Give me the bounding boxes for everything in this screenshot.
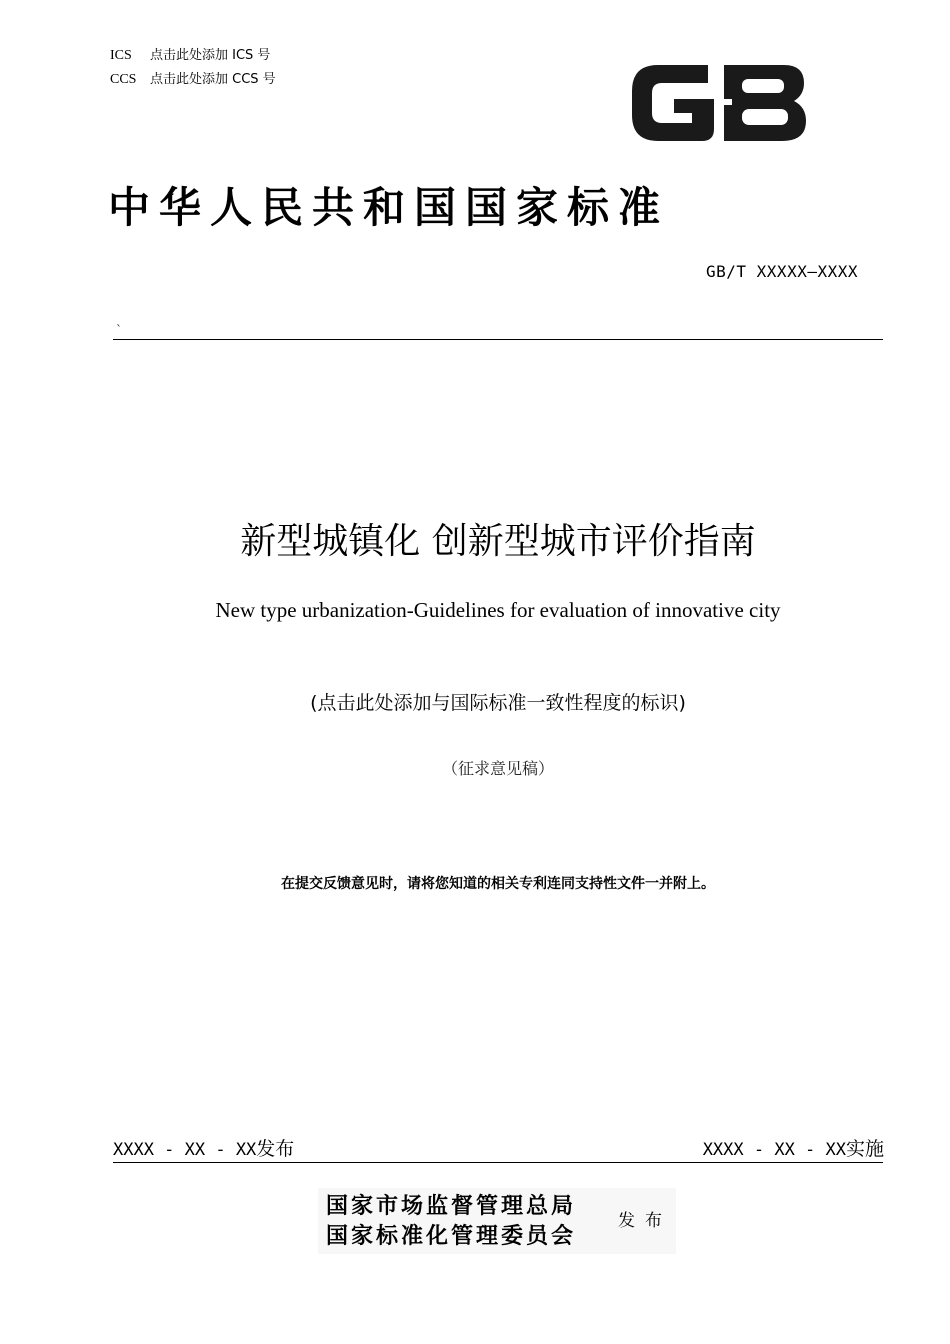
implement-date[interactable] [703, 1134, 884, 1161]
ics-placeholder[interactable]: 点击此处添加 ICS 号 [150, 48, 271, 63]
ics-label: ICS [110, 48, 132, 63]
gb-logo-icon [628, 57, 810, 149]
issue-verb: 发布 [618, 1211, 672, 1231]
release-date[interactable] [113, 1134, 294, 1161]
implement-date-value: XXXX - XX - XX [702, 1140, 846, 1160]
draft-status: （征求意见稿） [441, 759, 554, 778]
ccs-label: CCS [110, 72, 137, 87]
ccs-placeholder[interactable]: 点击此处添加 CCS 号 [150, 72, 276, 87]
document-title-cn[interactable]: 新型城镇化 创新型城市评价指南 [240, 521, 756, 562]
patent-notice: 在提交反馈意见时，请将您知道的相关专利连同支持性文件一并附上。 [281, 876, 715, 892]
standard-number[interactable]: GB/T XXXXX—XXXX [706, 262, 858, 281]
header-divider [113, 339, 883, 340]
national-standard-title: 中华人民共和国国家标准 [108, 183, 670, 232]
document-title-en[interactable]: New type urbanization-Guidelines for evaluation of innovative city [215, 598, 781, 622]
implement-date-suffix: 实施 [845, 1138, 884, 1160]
ics-line [110, 47, 270, 65]
stray-mark: ` [116, 323, 122, 337]
conformity-placeholder[interactable]: (点击此处添加与国际标准一致性程度的标识) [310, 692, 686, 714]
ccs-line [110, 71, 276, 89]
release-date-value: XXXX - XX - XX [113, 1140, 257, 1160]
release-date-suffix: 发布 [256, 1138, 295, 1160]
issuer-samr: 国家市场监督管理总局 [326, 1193, 577, 1219]
footer-divider [113, 1162, 883, 1163]
issuer-block [318, 1188, 676, 1254]
issuer-sac: 国家标准化管理委员会 [326, 1223, 577, 1249]
